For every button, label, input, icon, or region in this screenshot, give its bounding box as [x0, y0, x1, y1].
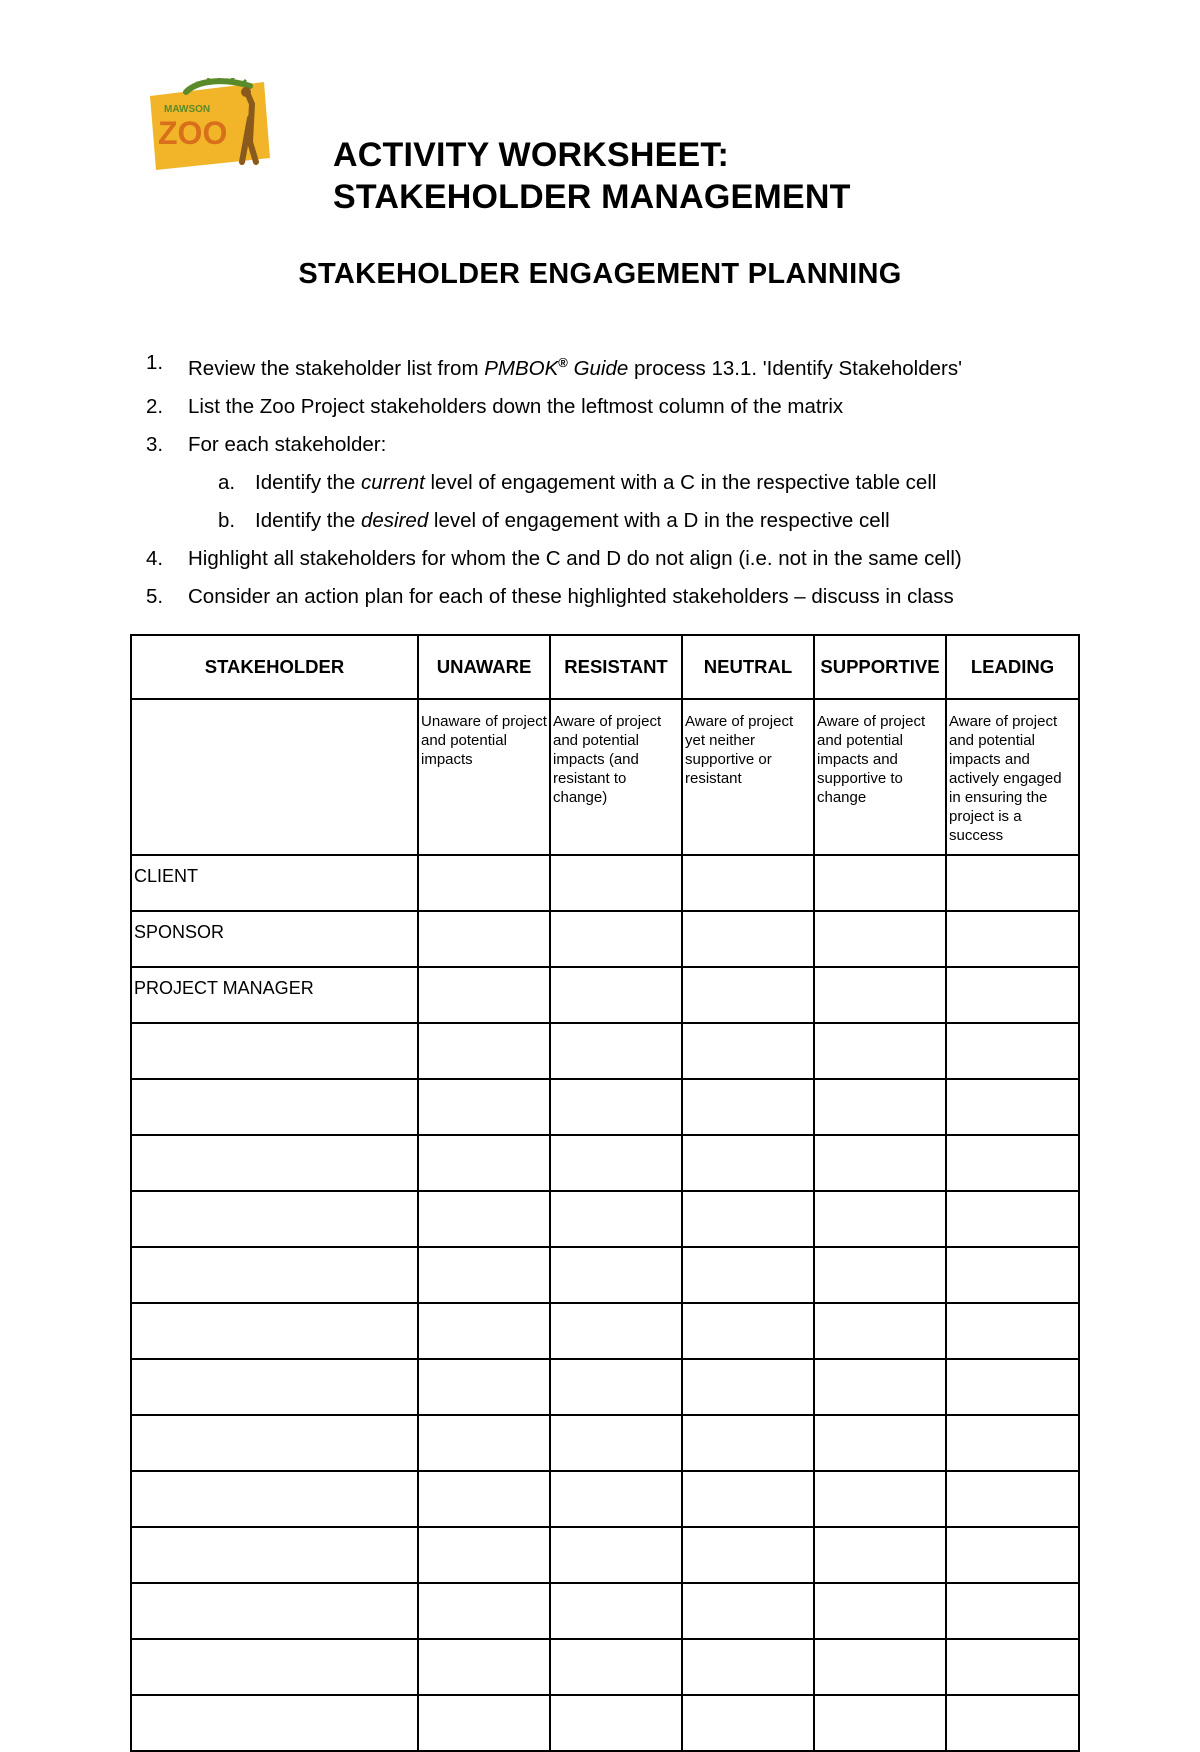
- engagement-cell-supportive[interactable]: [814, 1303, 946, 1359]
- engagement-cell-leading[interactable]: [946, 1247, 1079, 1303]
- engagement-cell-resistant[interactable]: [550, 1359, 682, 1415]
- engagement-cell-supportive[interactable]: [814, 1135, 946, 1191]
- stakeholder-cell[interactable]: [131, 1471, 418, 1527]
- engagement-cell-supportive[interactable]: [814, 1639, 946, 1695]
- engagement-cell-resistant[interactable]: [550, 911, 682, 967]
- table-row: [131, 1471, 1079, 1527]
- engagement-cell-resistant[interactable]: [550, 1247, 682, 1303]
- engagement-cell-supportive[interactable]: [814, 1359, 946, 1415]
- substep-text: Identify the: [255, 508, 361, 532]
- engagement-cell-neutral[interactable]: [682, 1471, 814, 1527]
- table-row: [131, 1191, 1079, 1247]
- engagement-cell-resistant[interactable]: [550, 967, 682, 1023]
- stakeholder-cell[interactable]: [131, 1303, 418, 1359]
- stakeholder-cell[interactable]: [131, 1359, 418, 1415]
- stakeholder-cell[interactable]: [131, 1695, 418, 1751]
- substep-letter: a.: [218, 470, 236, 494]
- engagement-cell-supportive[interactable]: [814, 967, 946, 1023]
- table-row: [131, 1023, 1079, 1079]
- stakeholder-cell[interactable]: [131, 1191, 418, 1247]
- stakeholder-cell[interactable]: [131, 1247, 418, 1303]
- stakeholder-cell[interactable]: [131, 1583, 418, 1639]
- engagement-cell-resistant[interactable]: [550, 1695, 682, 1751]
- engagement-cell-supportive[interactable]: [814, 1191, 946, 1247]
- engagement-cell-leading[interactable]: [946, 1303, 1079, 1359]
- engagement-cell-unaware[interactable]: [418, 1023, 550, 1079]
- engagement-cell-resistant[interactable]: [550, 1639, 682, 1695]
- table-row: [131, 1135, 1079, 1191]
- header-stakeholder: STAKEHOLDER: [131, 635, 418, 699]
- engagement-cell-neutral[interactable]: [682, 1135, 814, 1191]
- stakeholder-cell[interactable]: [131, 1079, 418, 1135]
- engagement-cell-leading[interactable]: [946, 1359, 1079, 1415]
- engagement-cell-resistant[interactable]: [550, 1415, 682, 1471]
- engagement-cell-resistant[interactable]: [550, 1191, 682, 1247]
- engagement-cell-supportive[interactable]: [814, 855, 946, 911]
- description-row: [131, 699, 1079, 855]
- logo-text-top: MAWSON: [164, 104, 211, 115]
- engagement-cell-leading[interactable]: [946, 1079, 1079, 1135]
- table-row: [131, 1247, 1079, 1303]
- logo-graphic: [146, 78, 270, 170]
- engagement-cell-neutral[interactable]: [682, 1191, 814, 1247]
- engagement-cell-leading[interactable]: [946, 1639, 1079, 1695]
- table-row: [131, 1639, 1079, 1695]
- engagement-cell-supportive[interactable]: [814, 1583, 946, 1639]
- engagement-cell-resistant[interactable]: [550, 1471, 682, 1527]
- engagement-cell-leading[interactable]: [946, 1527, 1079, 1583]
- engagement-cell-supportive[interactable]: [814, 1079, 946, 1135]
- engagement-cell-supportive[interactable]: [814, 911, 946, 967]
- engagement-cell-resistant[interactable]: [550, 1135, 682, 1191]
- engagement-cell-leading[interactable]: [946, 1471, 1079, 1527]
- table-row: [131, 1359, 1079, 1415]
- engagement-cell-leading[interactable]: [946, 1135, 1079, 1191]
- table-row: [131, 911, 1079, 967]
- table-row: [131, 1695, 1079, 1751]
- mawson-zoo-logo: [146, 78, 270, 170]
- engagement-cell-resistant[interactable]: [550, 1303, 682, 1359]
- header-supportive: SUPPORTIVE: [814, 635, 946, 699]
- substep-emphasis: current: [360, 470, 425, 494]
- engagement-cell-neutral[interactable]: [682, 1639, 814, 1695]
- engagement-cell-leading[interactable]: [946, 911, 1079, 967]
- step-number: 5.: [146, 584, 164, 608]
- table-row: [131, 1583, 1079, 1639]
- step-emphasis: PMBOK: [484, 356, 559, 380]
- engagement-cell-resistant[interactable]: [550, 855, 682, 911]
- step-1: [140, 344, 1100, 388]
- table-row: [131, 1527, 1079, 1583]
- substep-text: Identify the: [255, 470, 361, 494]
- title-line-1: ACTIVITY WORKSHEET:: [333, 136, 730, 174]
- stakeholder-cell[interactable]: CLIENT: [131, 855, 418, 911]
- engagement-cell-unaware[interactable]: [418, 1471, 550, 1527]
- substep-text-end: level of engagement with a D in the respective cell: [428, 508, 890, 532]
- registered-mark: ®: [558, 355, 568, 370]
- engagement-cell-supportive[interactable]: [814, 1247, 946, 1303]
- engagement-cell-unaware[interactable]: [418, 911, 550, 967]
- step-number: 1.: [146, 351, 164, 374]
- engagement-cell-neutral[interactable]: [682, 1359, 814, 1415]
- engagement-cell-leading[interactable]: [946, 855, 1079, 911]
- engagement-cell-neutral[interactable]: [682, 1023, 814, 1079]
- engagement-cell-leading[interactable]: [946, 1191, 1079, 1247]
- step-2: [140, 388, 1100, 426]
- engagement-cell-resistant[interactable]: [550, 1023, 682, 1079]
- stakeholder-cell[interactable]: [131, 1527, 418, 1583]
- step-number: 4.: [146, 546, 164, 570]
- engagement-cell-supportive[interactable]: [814, 1527, 946, 1583]
- stakeholder-cell[interactable]: [131, 1415, 418, 1471]
- engagement-cell-neutral[interactable]: [682, 1695, 814, 1751]
- engagement-cell-unaware[interactable]: [418, 1135, 550, 1191]
- engagement-cell-neutral[interactable]: [682, 855, 814, 911]
- step-4: [140, 540, 1100, 578]
- giraffe-head: [241, 87, 251, 97]
- header-leading: LEADING: [946, 635, 1079, 699]
- engagement-cell-supportive[interactable]: [814, 1023, 946, 1079]
- engagement-matrix: [130, 634, 1080, 1752]
- engagement-cell-unaware[interactable]: [418, 855, 550, 911]
- step-text: List the Zoo Project stakeholders down the leftmost column of the matrix: [188, 394, 844, 418]
- table-row: [131, 1303, 1079, 1359]
- engagement-cell-unaware[interactable]: [418, 1359, 550, 1415]
- header-neutral: NEUTRAL: [682, 635, 814, 699]
- stakeholder-cell[interactable]: [131, 1023, 418, 1079]
- substep-text-end: level of engagement with a C in the respective table cell: [424, 470, 937, 494]
- step-3a: [140, 464, 1100, 502]
- header-unaware: UNAWARE: [418, 635, 550, 699]
- substep-letter: b.: [218, 508, 236, 532]
- engagement-cell-unaware[interactable]: [418, 1303, 550, 1359]
- engagement-cell-resistant[interactable]: [550, 1583, 682, 1639]
- stakeholder-cell[interactable]: PROJECT MANAGER: [131, 967, 418, 1023]
- stakeholder-cell[interactable]: SPONSOR: [131, 911, 418, 967]
- section-heading: STAKEHOLDER ENGAGEMENT PLANNING: [298, 258, 902, 290]
- step-5: [140, 578, 1100, 616]
- header-resistant: RESISTANT: [550, 635, 682, 699]
- table-row: [131, 855, 1079, 911]
- stakeholder-cell[interactable]: [131, 1639, 418, 1695]
- description-cell: Aware of project yet neither supportive or resistant: [682, 699, 814, 855]
- engagement-cell-unaware[interactable]: [418, 1247, 550, 1303]
- title-line-2: STAKEHOLDER MANAGEMENT: [333, 178, 851, 216]
- engagement-cell-unaware[interactable]: [418, 1079, 550, 1135]
- engagement-cell-unaware[interactable]: [418, 1191, 550, 1247]
- step-number: 3.: [146, 432, 164, 456]
- instruction-list: [140, 344, 1100, 616]
- engagement-cell-leading[interactable]: [946, 1583, 1079, 1639]
- engagement-cell-neutral[interactable]: [682, 1527, 814, 1583]
- engagement-cell-leading[interactable]: [946, 967, 1079, 1023]
- step-text-end: process 13.1. 'Identify Stakeholders': [628, 356, 963, 380]
- step-emphasis-2: Guide: [567, 356, 629, 380]
- engagement-cell-unaware[interactable]: [418, 1695, 550, 1751]
- engagement-cell-neutral[interactable]: [682, 1303, 814, 1359]
- engagement-cell-leading[interactable]: [946, 1415, 1079, 1471]
- engagement-cell-leading[interactable]: [946, 1695, 1079, 1751]
- step-text: Highlight all stakeholders for whom the C and D do not align (i.e. not in the same cell): [188, 546, 962, 570]
- engagement-cell-neutral[interactable]: [682, 1247, 814, 1303]
- document-title: [333, 134, 851, 218]
- description-cell: Aware of project and potential impacts (and resistant to change): [550, 699, 682, 855]
- engagement-cell-supportive[interactable]: [814, 1415, 946, 1471]
- table-row: [131, 1415, 1079, 1471]
- table-row: [131, 1079, 1079, 1135]
- engagement-cell-unaware[interactable]: [418, 1415, 550, 1471]
- stakeholder-cell[interactable]: [131, 1135, 418, 1191]
- engagement-cell-neutral[interactable]: [682, 1415, 814, 1471]
- engagement-cell-resistant[interactable]: [550, 1527, 682, 1583]
- description-cell: [131, 699, 418, 855]
- description-cell: Aware of project and potential impacts and supportive to change: [814, 699, 946, 855]
- engagement-cell-unaware[interactable]: [418, 967, 550, 1023]
- engagement-cell-neutral[interactable]: [682, 1583, 814, 1639]
- engagement-cell-unaware[interactable]: [418, 1639, 550, 1695]
- table-row: [131, 967, 1079, 1023]
- engagement-cell-leading[interactable]: [946, 1023, 1079, 1079]
- step-number: 2.: [146, 394, 164, 418]
- step-3: [140, 426, 1100, 464]
- engagement-cell-resistant[interactable]: [550, 1079, 682, 1135]
- engagement-cell-neutral[interactable]: [682, 911, 814, 967]
- engagement-cell-neutral[interactable]: [682, 967, 814, 1023]
- step-text: Review the stakeholder list from: [188, 356, 485, 380]
- description-cell: Unaware of project and potential impacts: [418, 699, 550, 855]
- engagement-cell-supportive[interactable]: [814, 1695, 946, 1751]
- logo-text-main: ZOO: [158, 115, 228, 151]
- substep-emphasis: desired: [360, 508, 429, 532]
- engagement-cell-supportive[interactable]: [814, 1471, 946, 1527]
- step-3b: [140, 502, 1100, 540]
- engagement-cell-unaware[interactable]: [418, 1527, 550, 1583]
- step-text: For each stakeholder:: [188, 432, 387, 456]
- engagement-cell-unaware[interactable]: [418, 1583, 550, 1639]
- description-cell: Aware of project and potential impacts and actively engaged in ensuring the project is a success: [946, 699, 1079, 855]
- header-row: [131, 635, 1079, 699]
- step-text: Consider an action plan for each of these highlighted stakeholders – discuss in class: [188, 584, 954, 608]
- engagement-cell-neutral[interactable]: [682, 1079, 814, 1135]
